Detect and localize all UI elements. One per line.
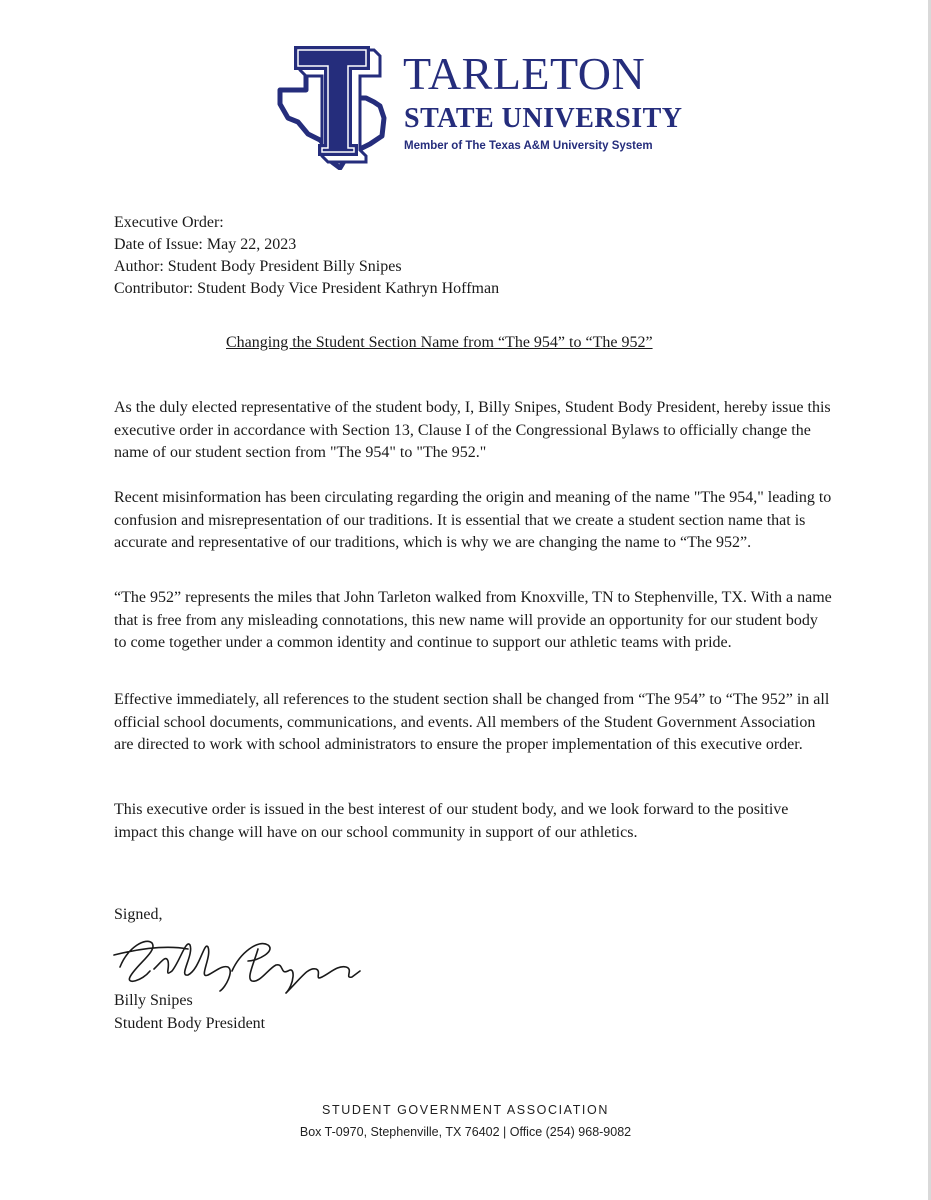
- header-order-label: Executive Order:: [114, 214, 224, 231]
- member-line: Member of The Texas A&M University System: [404, 140, 653, 152]
- header-date: Date of Issue: May 22, 2023: [114, 236, 297, 253]
- signer-block: [114, 990, 265, 1035]
- paragraph-2: Recent misinformation has been circulating regarding the origin and meaning of the name "The 954," leading to confusion and misrepresentation of our traditions. It is essential that we create a student section name that is accurate and representative of our traditions, which is why we are changing the name to “The 952”.: [114, 489, 832, 551]
- header-contributor: Contributor: Student Body Vice President Kathryn Hoffman: [114, 280, 500, 297]
- signed-label: Signed,: [114, 906, 163, 923]
- university-subname: STATE UNIVERSITY: [404, 103, 683, 134]
- university-name: TARLETON: [403, 48, 646, 99]
- signer-name: Billy Snipes: [114, 992, 193, 1009]
- footer-address: Box T-0970, Stephenville, TX 76402 | Office (254) 968-9082: [299, 1125, 632, 1139]
- tarleton-t-texas-logo-icon: [262, 40, 392, 170]
- signer-role: Student Body President: [114, 1014, 266, 1032]
- handwritten-signature: [108, 925, 368, 995]
- header-author: Author: Student Body President Billy Snipes: [114, 258, 402, 275]
- paragraph-5: This executive order is issued in the best interest of our student body, and we look forward to the positive impact this change will have on our school community in support of our athletics.: [114, 801, 789, 841]
- document-title: Changing the Student Section Name from “The 954” to “The 952”: [226, 334, 653, 351]
- paragraph-1: As the duly elected representative of the student body, I, Billy Snipes, Student Body President, hereby issue this executive order in accordance with Section 13, Clause I of the Congressional Bylaws to officially change the name of our student section from "The 954" to "The 952.": [114, 399, 831, 461]
- paragraph-3: “The 952” represents the miles that John Tarleton walked from Knoxville, TN to Stephenville, TX. With a name that is free from any misleading connotations, this new name will provide an opportunity for our student body to come together under a common identity and continue to support our athletic teams with pride.: [114, 589, 832, 651]
- footer-organization: STUDENT GOVERNMENT ASSOCIATION: [322, 1103, 609, 1117]
- paragraph-4: Effective immediately, all references to the student section shall be changed from “The 954” to “The 952” in all official school documents, communications, and events. All members of the Student Government Association are directed to work with school administrators to ensure the proper implementation of this executive order.: [114, 691, 830, 753]
